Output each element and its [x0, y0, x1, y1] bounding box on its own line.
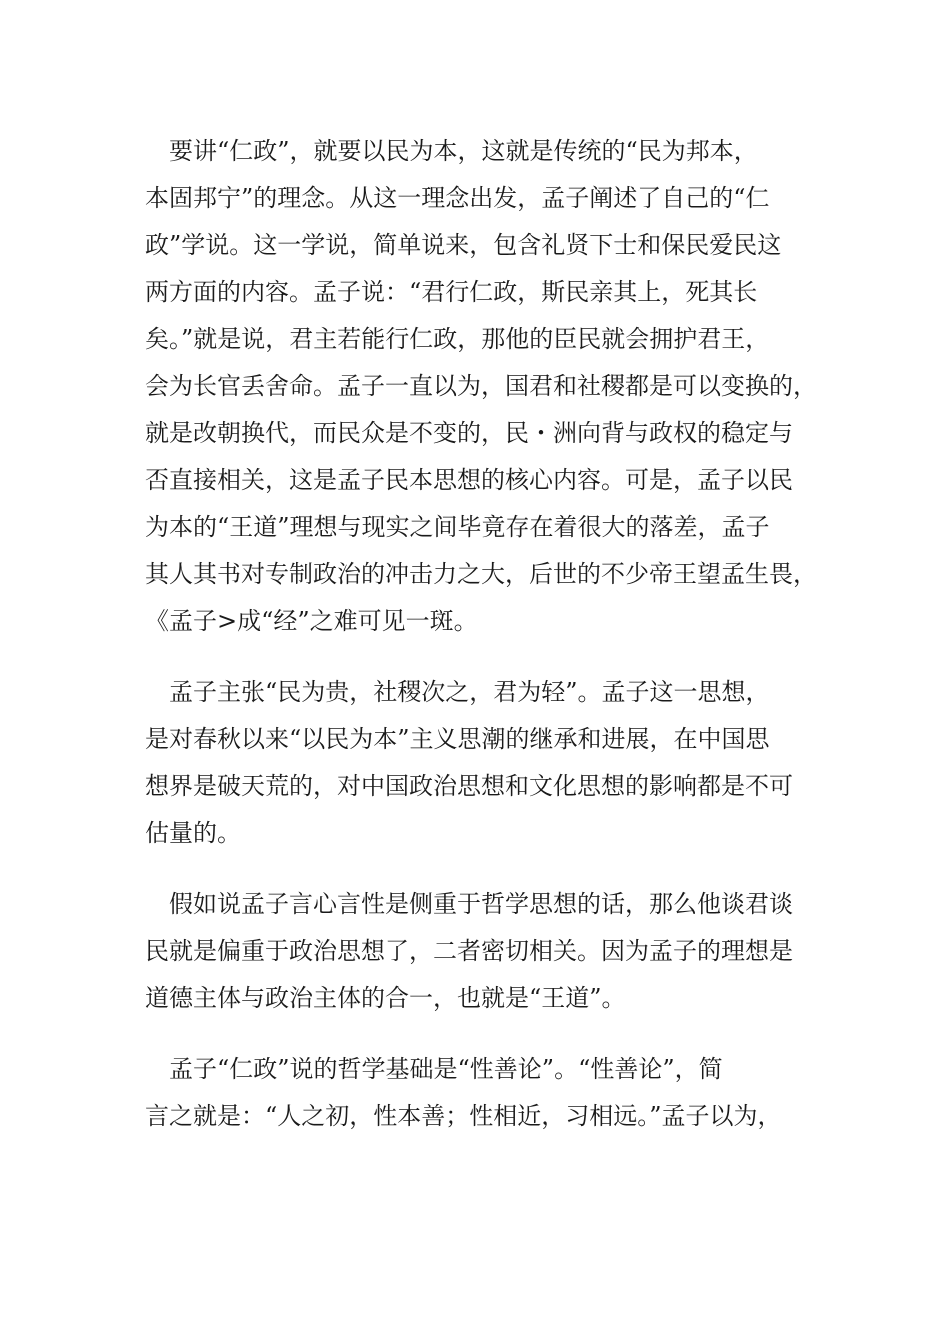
text-line: 会为长官丢舍命。孟子一直以为，国君和社稷都是可以变换的， [145, 372, 817, 400]
text-line: 两方面的内容。孟子说：“君行仁政，斯民亲其上，死其长 [145, 278, 758, 306]
text-line: 就是改朝换代，而民众是不变的，民・洲向背与政权的稳定与 [145, 419, 793, 447]
paragraph-4 [145, 1046, 810, 1140]
text-line: 《孟子>成“经”之难可见一斑。 [145, 607, 478, 635]
text-line: 假如说孟子言心言性是侧重于哲学思想的话，那么他谈君谈 [145, 890, 793, 918]
text-line: 其人其书对专制政治的冲击力之大，后世的不少帝王望孟生畏， [145, 560, 817, 588]
text-line: 本固邦宁”的理念。从这一理念出发，孟子阐述了自己的“仁 [145, 184, 770, 212]
text-line: 民就是偏重于政治思想了，二者密切相关。因为孟子的理想是 [145, 937, 793, 965]
text-line: 是对春秋以来“以民为本”主义思潮的继承和进展，在中国思 [145, 725, 770, 753]
paragraph-2 [145, 669, 810, 857]
text-line: 估量的。 [145, 819, 241, 847]
text-line: 矣。”就是说，君主若能行仁政，那他的臣民就会拥护君王， [145, 325, 770, 353]
text-line: 言之就是：“人之初，性本善；性相近，习相远。”孟子以为， [145, 1102, 782, 1130]
text-line: 孟子“仁政”说的哲学基础是“性善论”。“性善论”，简 [145, 1055, 723, 1083]
text-line: 政”学说。这一学说，简单说来，包含礼贤下士和保民爱民这 [145, 231, 782, 259]
document-body [145, 128, 817, 1140]
text-line: 为本的“王道”理想与现实之间毕竟存在着很大的落差，孟子 [145, 513, 770, 541]
text-line: 要讲“仁政”，就要以民为本，这就是传统的“民为邦本， [145, 137, 758, 165]
paragraph-1 [145, 128, 817, 645]
text-line: 孟子主张“民为贵，社稷次之，君为轻”。孟子这一思想， [145, 678, 770, 706]
paragraph-3 [145, 881, 810, 1022]
text-line: 否直接相关，这是孟子民本思想的核心内容。可是，孟子以民 [145, 466, 793, 494]
text-line: 道德主体与政治主体的合一，也就是“王道”。 [145, 984, 626, 1012]
text-line: 想界是破天荒的，对中国政治思想和文化思想的影响都是不可 [145, 772, 793, 800]
